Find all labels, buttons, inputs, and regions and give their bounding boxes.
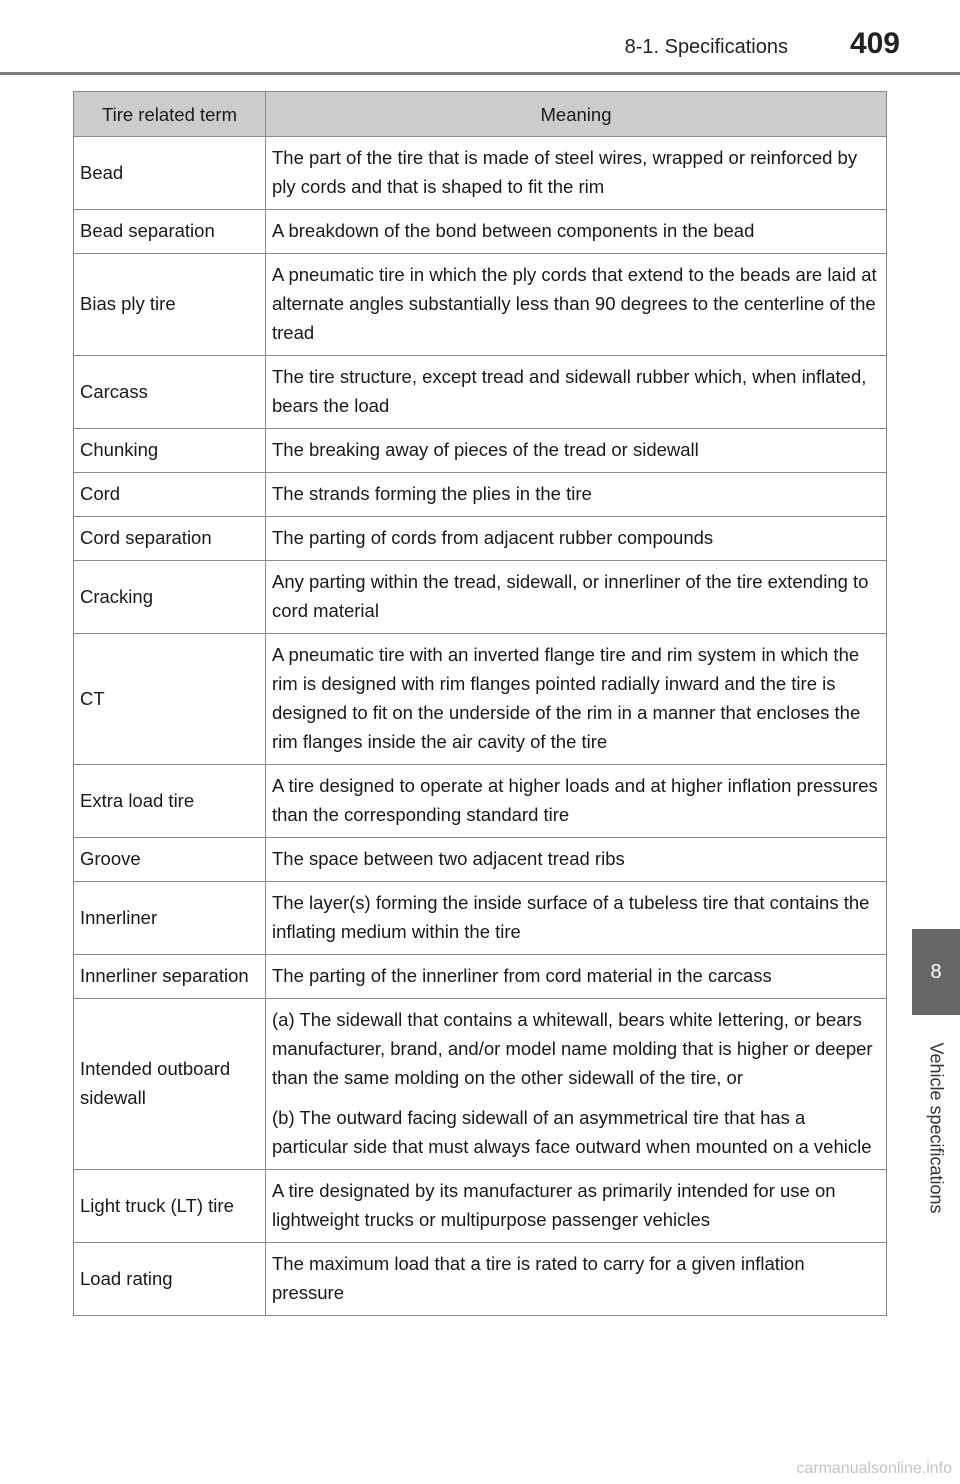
meaning-cell: [266, 473, 887, 517]
table-row: [74, 210, 887, 254]
chapter-tab: 8: [912, 929, 960, 1015]
term-cell: Cord: [74, 473, 266, 517]
meaning-paragraph: The strands forming the plies in the tire: [272, 483, 592, 504]
meaning-cell: [266, 429, 887, 473]
column-header-meaning: Meaning: [266, 92, 887, 137]
table-body: [74, 137, 887, 1316]
meaning-paragraph: A tire designed to operate at higher loads and at higher inflation pressures than the corresponding standard tire: [272, 775, 878, 825]
meaning-paragraph: The tire structure, except tread and sidewall rubber which, when inflated, bears the load: [272, 366, 867, 416]
meaning-cell: [266, 1243, 887, 1316]
chapter-label: Vehicle specifications: [926, 1042, 947, 1214]
header-divider: [0, 72, 960, 75]
meaning-cell: [266, 561, 887, 634]
term-cell: Innerliner separation: [74, 955, 266, 999]
table-row: [74, 473, 887, 517]
table-header-row: [74, 92, 887, 137]
column-header-term: Tire related term: [74, 92, 266, 137]
meaning-cell: [266, 882, 887, 955]
table-row: [74, 955, 887, 999]
meaning-paragraph: The layer(s) forming the inside surface of a tubeless tire that contains the inflating medium within the tire: [272, 892, 870, 942]
page-header: [0, 0, 960, 74]
meaning-paragraph: The breaking away of pieces of the tread or sidewall: [272, 439, 699, 460]
meaning-cell: [266, 254, 887, 356]
term-cell: Light truck (LT) tire: [74, 1170, 266, 1243]
meaning-cell: [266, 765, 887, 838]
meaning-paragraph: A tire designated by its manufacturer as primarily intended for use on lightweight trucks or multipurpose passenger vehicles: [272, 1180, 836, 1230]
page-number: 409: [849, 27, 900, 60]
meaning-cell: [266, 356, 887, 429]
meaning-cell: [266, 517, 887, 561]
meaning-cell: [266, 634, 887, 765]
table-row: [74, 137, 887, 210]
meaning-cell: [266, 838, 887, 882]
section-title: 8-1. Specifications: [624, 36, 788, 58]
term-cell: Carcass: [74, 356, 266, 429]
table-row: [74, 517, 887, 561]
meaning-paragraph: The parting of cords from adjacent rubber compounds: [272, 527, 714, 548]
table-row: [74, 429, 887, 473]
term-cell: Cord separation: [74, 517, 266, 561]
table-row: [74, 561, 887, 634]
table-row: [74, 838, 887, 882]
table-row: [74, 634, 887, 765]
term-cell: Load rating: [74, 1243, 266, 1316]
term-cell: Bias ply tire: [74, 254, 266, 356]
term-cell: CT: [74, 634, 266, 765]
term-cell: Groove: [74, 838, 266, 882]
table-row: [74, 356, 887, 429]
meaning-paragraph: A breakdown of the bond between components in the bead: [272, 220, 755, 241]
table-row: [74, 882, 887, 955]
meaning-cell: [266, 999, 887, 1170]
meaning-paragraph: The parting of the innerliner from cord material in the carcass: [272, 965, 772, 986]
meaning-cell: [266, 1170, 887, 1243]
meaning-paragraph: Any parting within the tread, sidewall, or innerliner of the tire extending to cord material: [272, 571, 869, 621]
meaning-paragraph: A pneumatic tire in which the ply cords that extend to the beads are laid at alternate angles substantially less than 90 degrees to the centerline of the tread: [272, 264, 877, 343]
watermark: carmanualsonline.info: [796, 1460, 952, 1477]
table-row: [74, 254, 887, 356]
term-cell: Cracking: [74, 561, 266, 634]
meaning-paragraph: (b) The outward facing sidewall of an asymmetrical tire that has a particular side that must always face outward when mounted on a vehicle: [272, 1107, 872, 1157]
meaning-paragraph: (a) The sidewall that contains a whitewall, bears white lettering, or bears manufacturer, brand, and/or model name molding that is higher or deeper than the same molding on the other sidewall of the tire, or: [272, 1009, 873, 1088]
table-row: [74, 765, 887, 838]
term-cell: Innerliner: [74, 882, 266, 955]
table-row: [74, 1243, 887, 1316]
table-row: [74, 1170, 887, 1243]
meaning-cell: [266, 210, 887, 254]
table-row: [74, 999, 887, 1170]
meaning-paragraph: The space between two adjacent tread ribs: [272, 848, 625, 869]
term-cell: Bead: [74, 137, 266, 210]
meaning-cell: [266, 955, 887, 999]
term-cell: Intended outboard sidewall: [74, 999, 266, 1170]
tire-terms-table: [73, 91, 887, 1316]
meaning-paragraph: A pneumatic tire with an inverted flange tire and rim system in which the rim is designed with rim flanges pointed radially inward and the tire is designed to fit on the underside of the rim in a manner that encloses the rim flanges inside the air cavity of the tire: [272, 644, 861, 752]
term-cell: Bead separation: [74, 210, 266, 254]
term-cell: Chunking: [74, 429, 266, 473]
meaning-cell: [266, 137, 887, 210]
meaning-paragraph: The part of the tire that is made of steel wires, wrapped or reinforced by ply cords and that is shaped to fit the rim: [272, 147, 858, 197]
term-cell: Extra load tire: [74, 765, 266, 838]
meaning-paragraph: The maximum load that a tire is rated to carry for a given inflation pressure: [272, 1253, 805, 1303]
